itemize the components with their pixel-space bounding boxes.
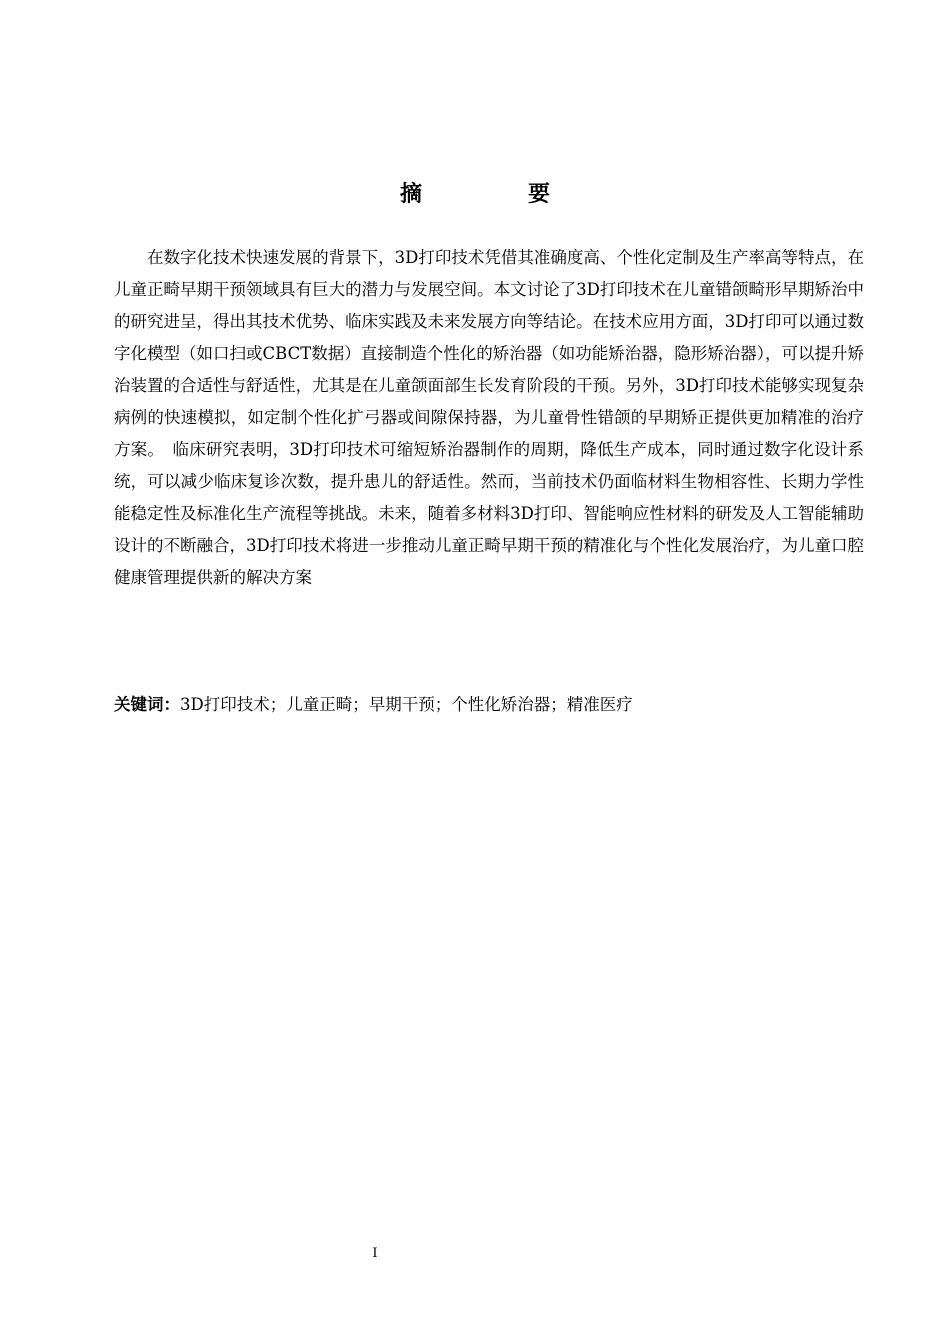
abstract-title: 摘 要 (399, 182, 592, 207)
keywords-label: 关键词： (114, 695, 180, 714)
abstract-section (114, 242, 864, 594)
abstract-paragraph: 在数字化技术快速发展的背景下，3D打印技术凭借其准确度高、个性化定制及生产率高等特点，在儿童正畸早期干预领域具有巨大的潜力与发展空间。本文讨论了3D打印技术在儿童错颌畸形早期矫治中的研究进呈，得出其技术优势、临床实践及未来发展方向等结论。在技术应用方面，3D打印可以通过数字化模型（如口扫或CBCT数据）直接制造个性化的矫治器（如功能矫治器，隐形矫治器），可以提升矫治装置的合适性与舒适性，尤其是在儿童颌面部生长发育阶段的干预。另外，3D打印技术能够实现复杂病例的快速模拟，如定制个性化扩弓器或间隙保持器，为儿童骨性错颌的早期矫正提供更加精准的治疗方案。 临床研究表明，3D打印技术可缩短矫治器制作的周期，降低生产成本，同时通过数字化设计系统，可以减少临床复诊次数，提升患儿的舒适性。然而，当前技术仍面临材料生物相容性、长期力学性能稳定性及标准化生产流程等挑战。未来，随着多材料3D打印、智能响应性材料的研发及人工智能辅助设计的不断融合，3D打印技术将进一步推动儿童正畸早期干预的精准化与个性化发展治疗，为儿童口腔健康管理提供新的解决方案 (114, 248, 864, 587)
keywords-text: 3D打印技术；儿童正畸；早期干预；个性化矫治器；精准医疗 (180, 695, 633, 714)
page-number: I (372, 1246, 378, 1261)
keywords-line (114, 692, 864, 718)
